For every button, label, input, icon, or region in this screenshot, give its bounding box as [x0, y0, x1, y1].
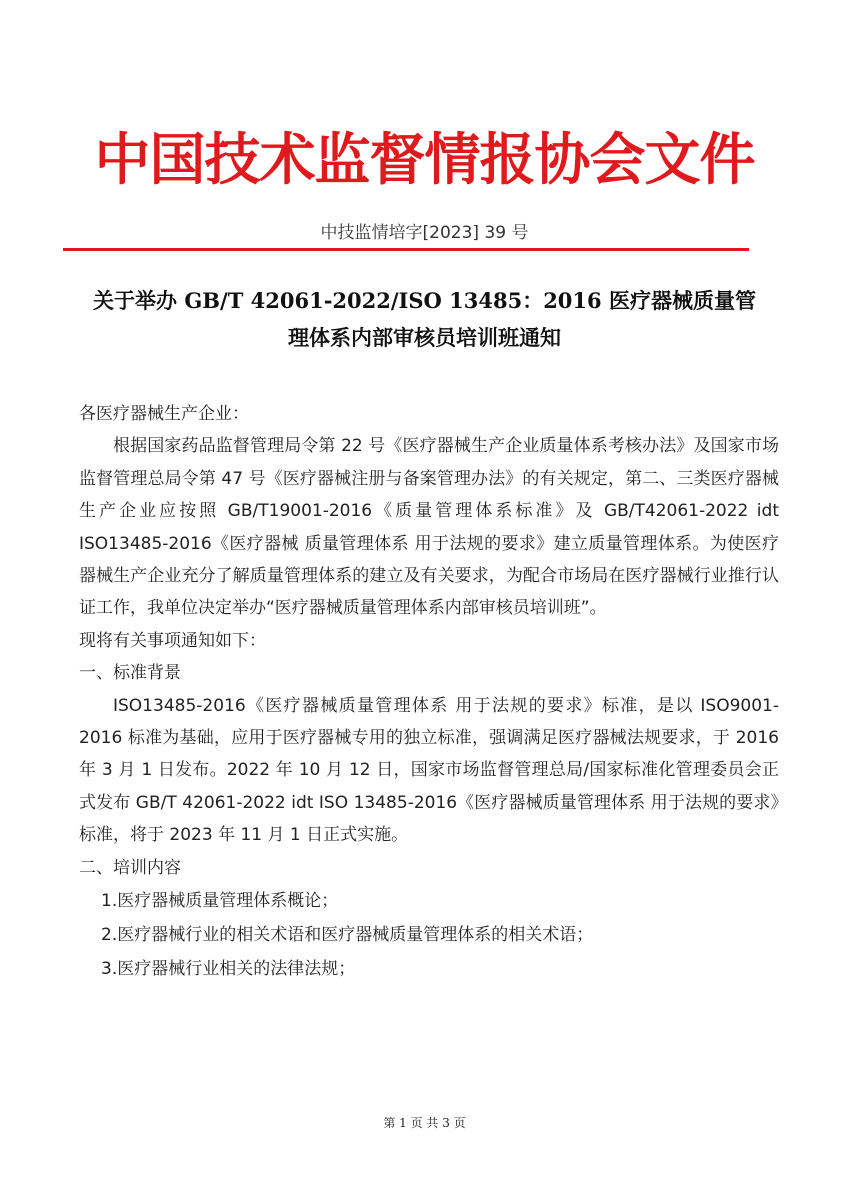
- notice-title: [72, 282, 777, 356]
- notice-title-line-2: 理体系内部审核员培训班通知: [288, 325, 561, 350]
- section-1-paragraph: ISO13485-2016《医疗器械质量管理体系 用于法规的要求》标准，是以 ISO9001-2016 标准为基础，应用于医疗器械专用的独立标准，强调满足医疗器械法规要求，于 2016 年 3 月 1 日发布。2022 年 10 月 12 日，国家市场监督管理总局/国家标准化管理委员会正式发布 GB/T 42061-2022 idt ISO 13485-2016《医疗器械质量管理体系 用于法规的要求》标准，将于 2023 年 11 月 1 日正式实施。: [79, 695, 779, 846]
- intro-tail: 现将有关事项通知如下：: [79, 630, 266, 651]
- document-number: 中技监情培字[2023] 39 号: [320, 223, 529, 243]
- notice-title-line-1: 关于举办 GB/T 42061-2022/ISO 13485：2016 医疗器械质量管: [93, 288, 756, 313]
- section-1-heading: 一、标准背景: [79, 663, 181, 684]
- notice-body: [79, 398, 779, 986]
- salutation: 各医疗器械生产企业：: [79, 404, 249, 424]
- list-item: 1.医疗器械质量管理体系概论；: [101, 891, 339, 912]
- intro-paragraph: 根据国家药品监督管理局令第 22 号《医疗器械生产企业质量体系考核办法》及国家市场监督管理总局令第 47 号《医疗器械注册与备案管理办法》的有关规定，第二、三类医疗器械生产企业应按照 GB/T19001-2016《质量管理体系标准》及 GB/T42061-2022 idt ISO13485-2016《医疗器械 质量管理体系 用于法规的要求》建立质量管理体系。为使医疗器械生产企业充分了解质量管理体系的建立及有关要求，为配合市场局在医疗器械行业推行认证工作，我单位决定举办“医疗器械质量管理体系内部审核员培训班”。: [79, 436, 779, 619]
- masthead-title: 中国技术监督情报协会文件: [94, 127, 755, 193]
- list-item: 2.医疗器械行业的相关术语和医疗器械质量管理体系的相关术语；: [101, 925, 594, 946]
- list-item: 3.医疗器械行业相关的法律法规；: [101, 959, 356, 980]
- page-number: 第 1 页 共 3 页: [383, 1116, 466, 1130]
- section-2-heading: 二、培训内容: [79, 857, 181, 878]
- red-divider: [63, 248, 749, 251]
